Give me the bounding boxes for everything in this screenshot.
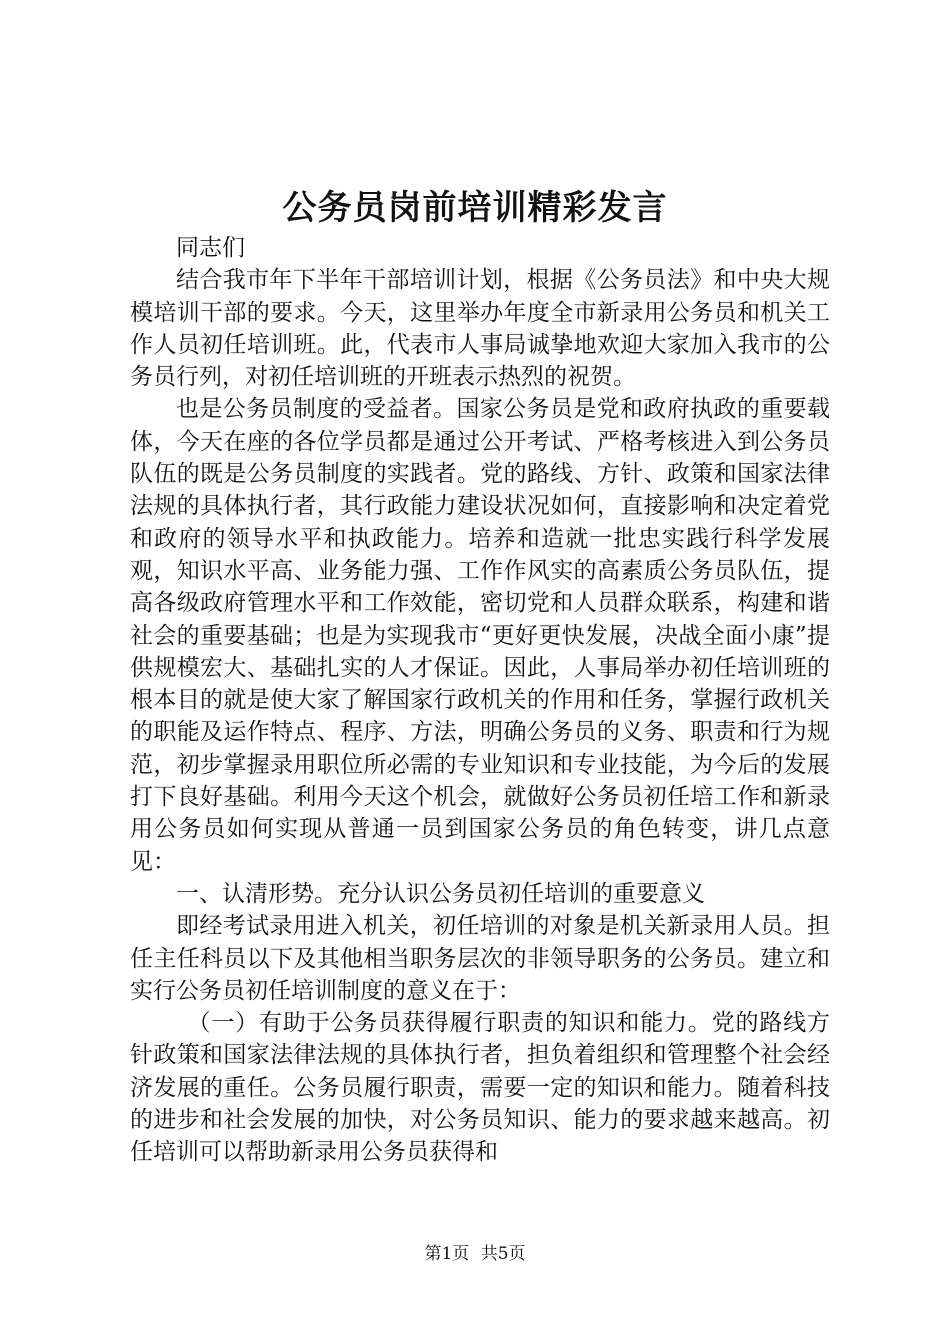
section-heading-1: 一、认清形势。充分认识公务员初任培训的重要意义 — [176, 880, 705, 907]
page-footer — [0, 1242, 950, 1266]
document-title: 公务员岗前培训精彩发言 — [282, 188, 668, 228]
page-number: 第1页 — [424, 1244, 470, 1264]
page-total: 共5页 — [480, 1244, 526, 1264]
document-body — [130, 232, 830, 1169]
paragraph-opening: 结合我市年下半年干部培训计划，根据《公务员法》和中央大规模培训干部的要求。今天，这里举办年度全市新录用公务员和机关工作人员初任培训班。此，代表市人事局诚挚地欢迎大家加入我市的公务员行列，对初任培训班的开班表示热烈的祝贺。 — [130, 267, 830, 391]
paragraph-training-target: 即经考试录用进入机关，初任培训的对象是机关新录用人员。担任主任科员以下及其他相当职务层次的非领导职务的公务员。建立和实行公务员初任培训制度的意义在于： — [130, 913, 830, 1004]
subsection-1: （一）有助于公务员获得履行职责的知识和能力。党的路线方针政策和国家法律法规的具体执行者，担负着组织和管理整个社会经济发展的重任。公务员履行职责，需要一定的知识和能力。随着科技的进步和社会发展的加快，对公务员知识、能力的要求越来越高。初任培训可以帮助新录用公务员获得和 — [130, 1010, 830, 1166]
salutation: 同志们 — [176, 235, 245, 261]
paragraph-significance: 也是公务员制度的受益者。国家公务员是党和政府执政的重要载体，今天在座的各位学员都是通过公开考试、严格考核进入到公务员队伍的既是公务员制度的实践者。党的路线、方针、政策和国家法律法规的具体执行者，其行政能力建设状况如何，直接影响和决定着党和政府的领导水平和执政能力。培养和造就一批忠实践行科学发展观，知识水平高、业务能力强、工作作风实的高素质公务员队伍，提高各级政府管理水平和工作效能，密切党和人员群众联系，构建和谐社会的重要基础；也是为实现我市“更好更快发展，决战全面小康”提供规模宏大、基础扎实的人才保证。因此，人事局举办初任培训班的根本目的就是使大家了解国家行政机关的作用和任务，掌握行政机关的职能及运作特点、程序、方法，明确公务员的义务、职责和行为规范，初步掌握录用职位所必需的专业知识和专业技能，为今后的发展打下良好基础。利用今天这个机会，就做好公务员初任培工作和新录用公务员如何实现从普通一员到国家公务员的角色转变，讲几点意见： — [130, 396, 830, 875]
